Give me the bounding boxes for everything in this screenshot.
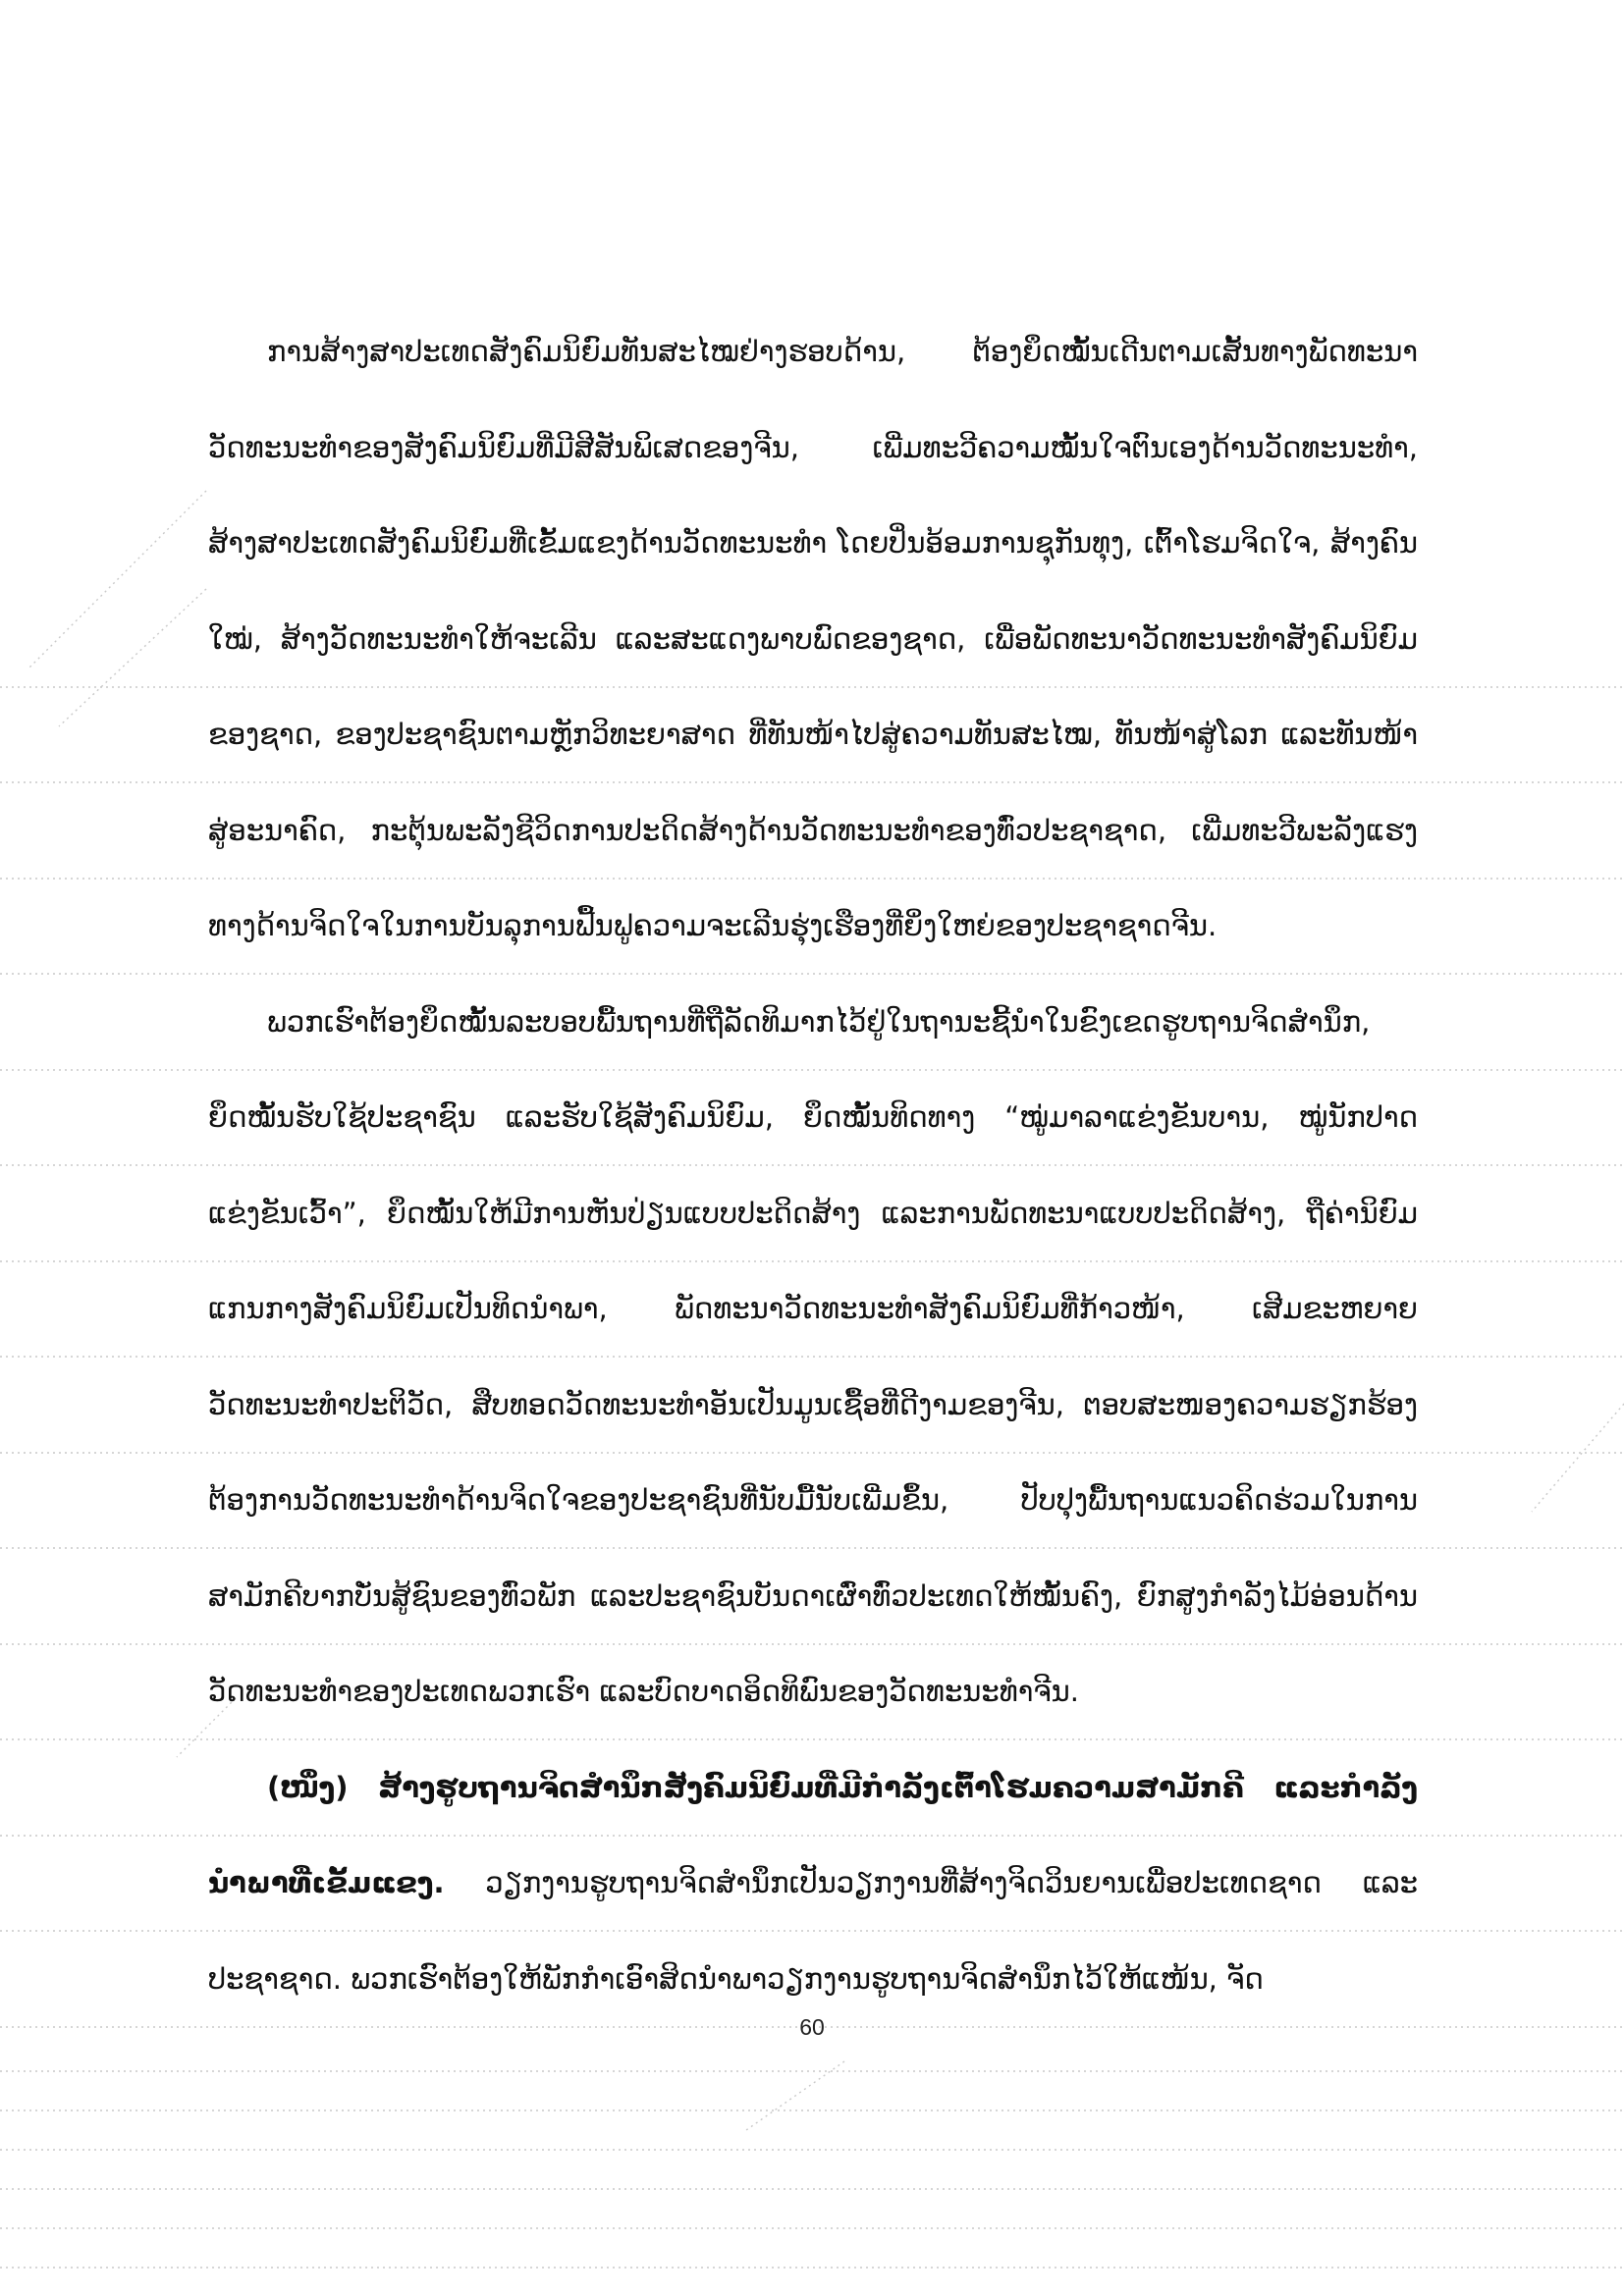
body-text [208, 304, 1418, 2027]
paragraph-3-body: ວຽກງານຮູບຖານຈິດສຳນຶກເປັນວຽກງານທີ່ສ້າງຈິດວິນຍານເພື່ອປະເທດຊາດ ແລະປະຊາຊາດ. ພວກເຮົາຕ້ອງໃຫ້ພັກກຳເອົາສິດນຳພາວຽກງານຮູບຖານຈິດສຳນຶກໄວ້ໃຫ້ແໜ້ນ, ຈັດ [208, 1866, 1418, 1996]
paragraph-2: ພວກເຮົາຕ້ອງຍຶດໝັ້ນລະບອບພື້ນຖານທີ່ຖືລັດທິມາກໄວ້ຢູ່ໃນຖານະຊີ້ນຳໃນຂົງເຂດຮູບຖານຈິດສຳນຶກ, ຍຶດໝັ້ນຮັບໃຊ້ປະຊາຊົນ ແລະຮັບໃຊ້ສັງຄົມນິຍົມ, ຍຶດໝັ້ນທິດທາງ “ໝູ່ມາລາແຂ່ງຂັນບານ, ໝູ່ນັກປາດແຂ່ງຂັນເວົ້າ”, ຍຶດໝັ້ນໃຫ້ມີການຫັນປ່ຽນແບບປະດິດສ້າງ ແລະການພັດທະນາແບບປະດິດສ້າງ, ຖືຄ່ານິຍົມແກນກາງສັງຄົມນິຍົມເປັນທິດນຳພາ, ພັດທະນາວັດທະນະທຳສັງຄົມນິຍົມທີ່ກ້າວໜ້າ, ເສີມຂະຫຍາຍວັດທະນະທຳປະຕິວັດ, ສືບທອດວັດທະນະທຳອັນເປັນມູນເຊື້ອທີ່ດີງາມຂອງຈີນ, ຕອບສະໜອງຄວາມຮຽກຮ້ອງຕ້ອງການວັດທະນະທຳດ້ານຈິດໃຈຂອງປະຊາຊົນທີ່ນັບມື້ນັບເພີ່ມຂຶ້ນ, ປັບປຸງພື້ນຖານແນວຄິດຮ່ວມໃນການສາມັກຄີບາກບັ່ນສູ້ຊົນຂອງທົ່ວພັກ ແລະປະຊາຊົນບັນດາເຜົ່າທົ່ວປະເທດໃຫ້ໝັ້ນຄົງ, ຍົກສູງກຳລັງໄມ້ອ່ອນດ້ານວັດທະນະທຳຂອງປະເທດພວກເຮົາ ແລະບົດບາດອິດທິພົນຂອງວັດທະນະທຳຈີນ. [208, 1004, 1418, 1708]
page-number: 60 [799, 2014, 825, 2040]
paragraph-3 [208, 1740, 1418, 2028]
section-heading: (ໜຶ່ງ) ສ້າງຮູບຖານຈິດສຳນຶກສັງຄົມນິຍົມທີ່ມີກຳລັງເຕົ້າໂຮມຄວາມສາມັກຄີ ແລະກຳລັງນຳພາທີ່ເຂັ້ມແຂງ. [208, 1770, 1418, 1899]
paragraph-1: ການສ້າງສາປະເທດສັງຄົມນິຍົມທັນສະໄໝຢ່າງຮອບດ້ານ, ຕ້ອງຍຶດໝັ້ນເດີນຕາມເສັ້ນທາງພັດທະນາວັດທະນະທຳຂອງສັງຄົມນິຍົມທີ່ມີສີສັນພິເສດຂອງຈີນ, ເພີ່ມທະວີຄວາມໝັ້ນໃຈຕົນເອງດ້ານວັດທະນະທຳ, ສ້າງສາປະເທດສັງຄົມນິຍົມທີ່ເຂັ້ມແຂງດ້ານວັດທະນະທຳ ໂດຍປິ່ນອ້ອມການຊຸກັນທຸງ, ເຕົ້າໂຮມຈິດໃຈ, ສ້າງຄົນໃໝ່, ສ້າງວັດທະນະທຳໃຫ້ຈະເລີນ ແລະສະແດງພາບພົດຂອງຊາດ, ເພື່ອພັດທະນາວັດທະນະທຳສັງຄົມນິຍົມຂອງຊາດ, ຂອງປະຊາຊົນຕາມຫຼັກວິທະຍາສາດ ທີ່ທັນໜ້າໄປສູ່ຄວາມທັນສະໄໝ, ທັນໜ້າສູ່ໂລກ ແລະທັນໜ້າສູ່ອະນາຄົດ, ກະຕຸ້ນພະລັງຊີວິດການປະດິດສ້າງດ້ານວັດທະນະທຳຂອງທົ່ວປະຊາຊາດ, ເພີ່ມທະວີພະລັງແຮງທາງດ້ານຈິດໃຈໃນການບັນລຸການຟື້ນຟູຄວາມຈະເລີນຮຸ່ງເຮືອງທີ່ຍິ່ງໃຫຍ່ຂອງປະຊາຊາດຈີນ. [208, 335, 1418, 942]
